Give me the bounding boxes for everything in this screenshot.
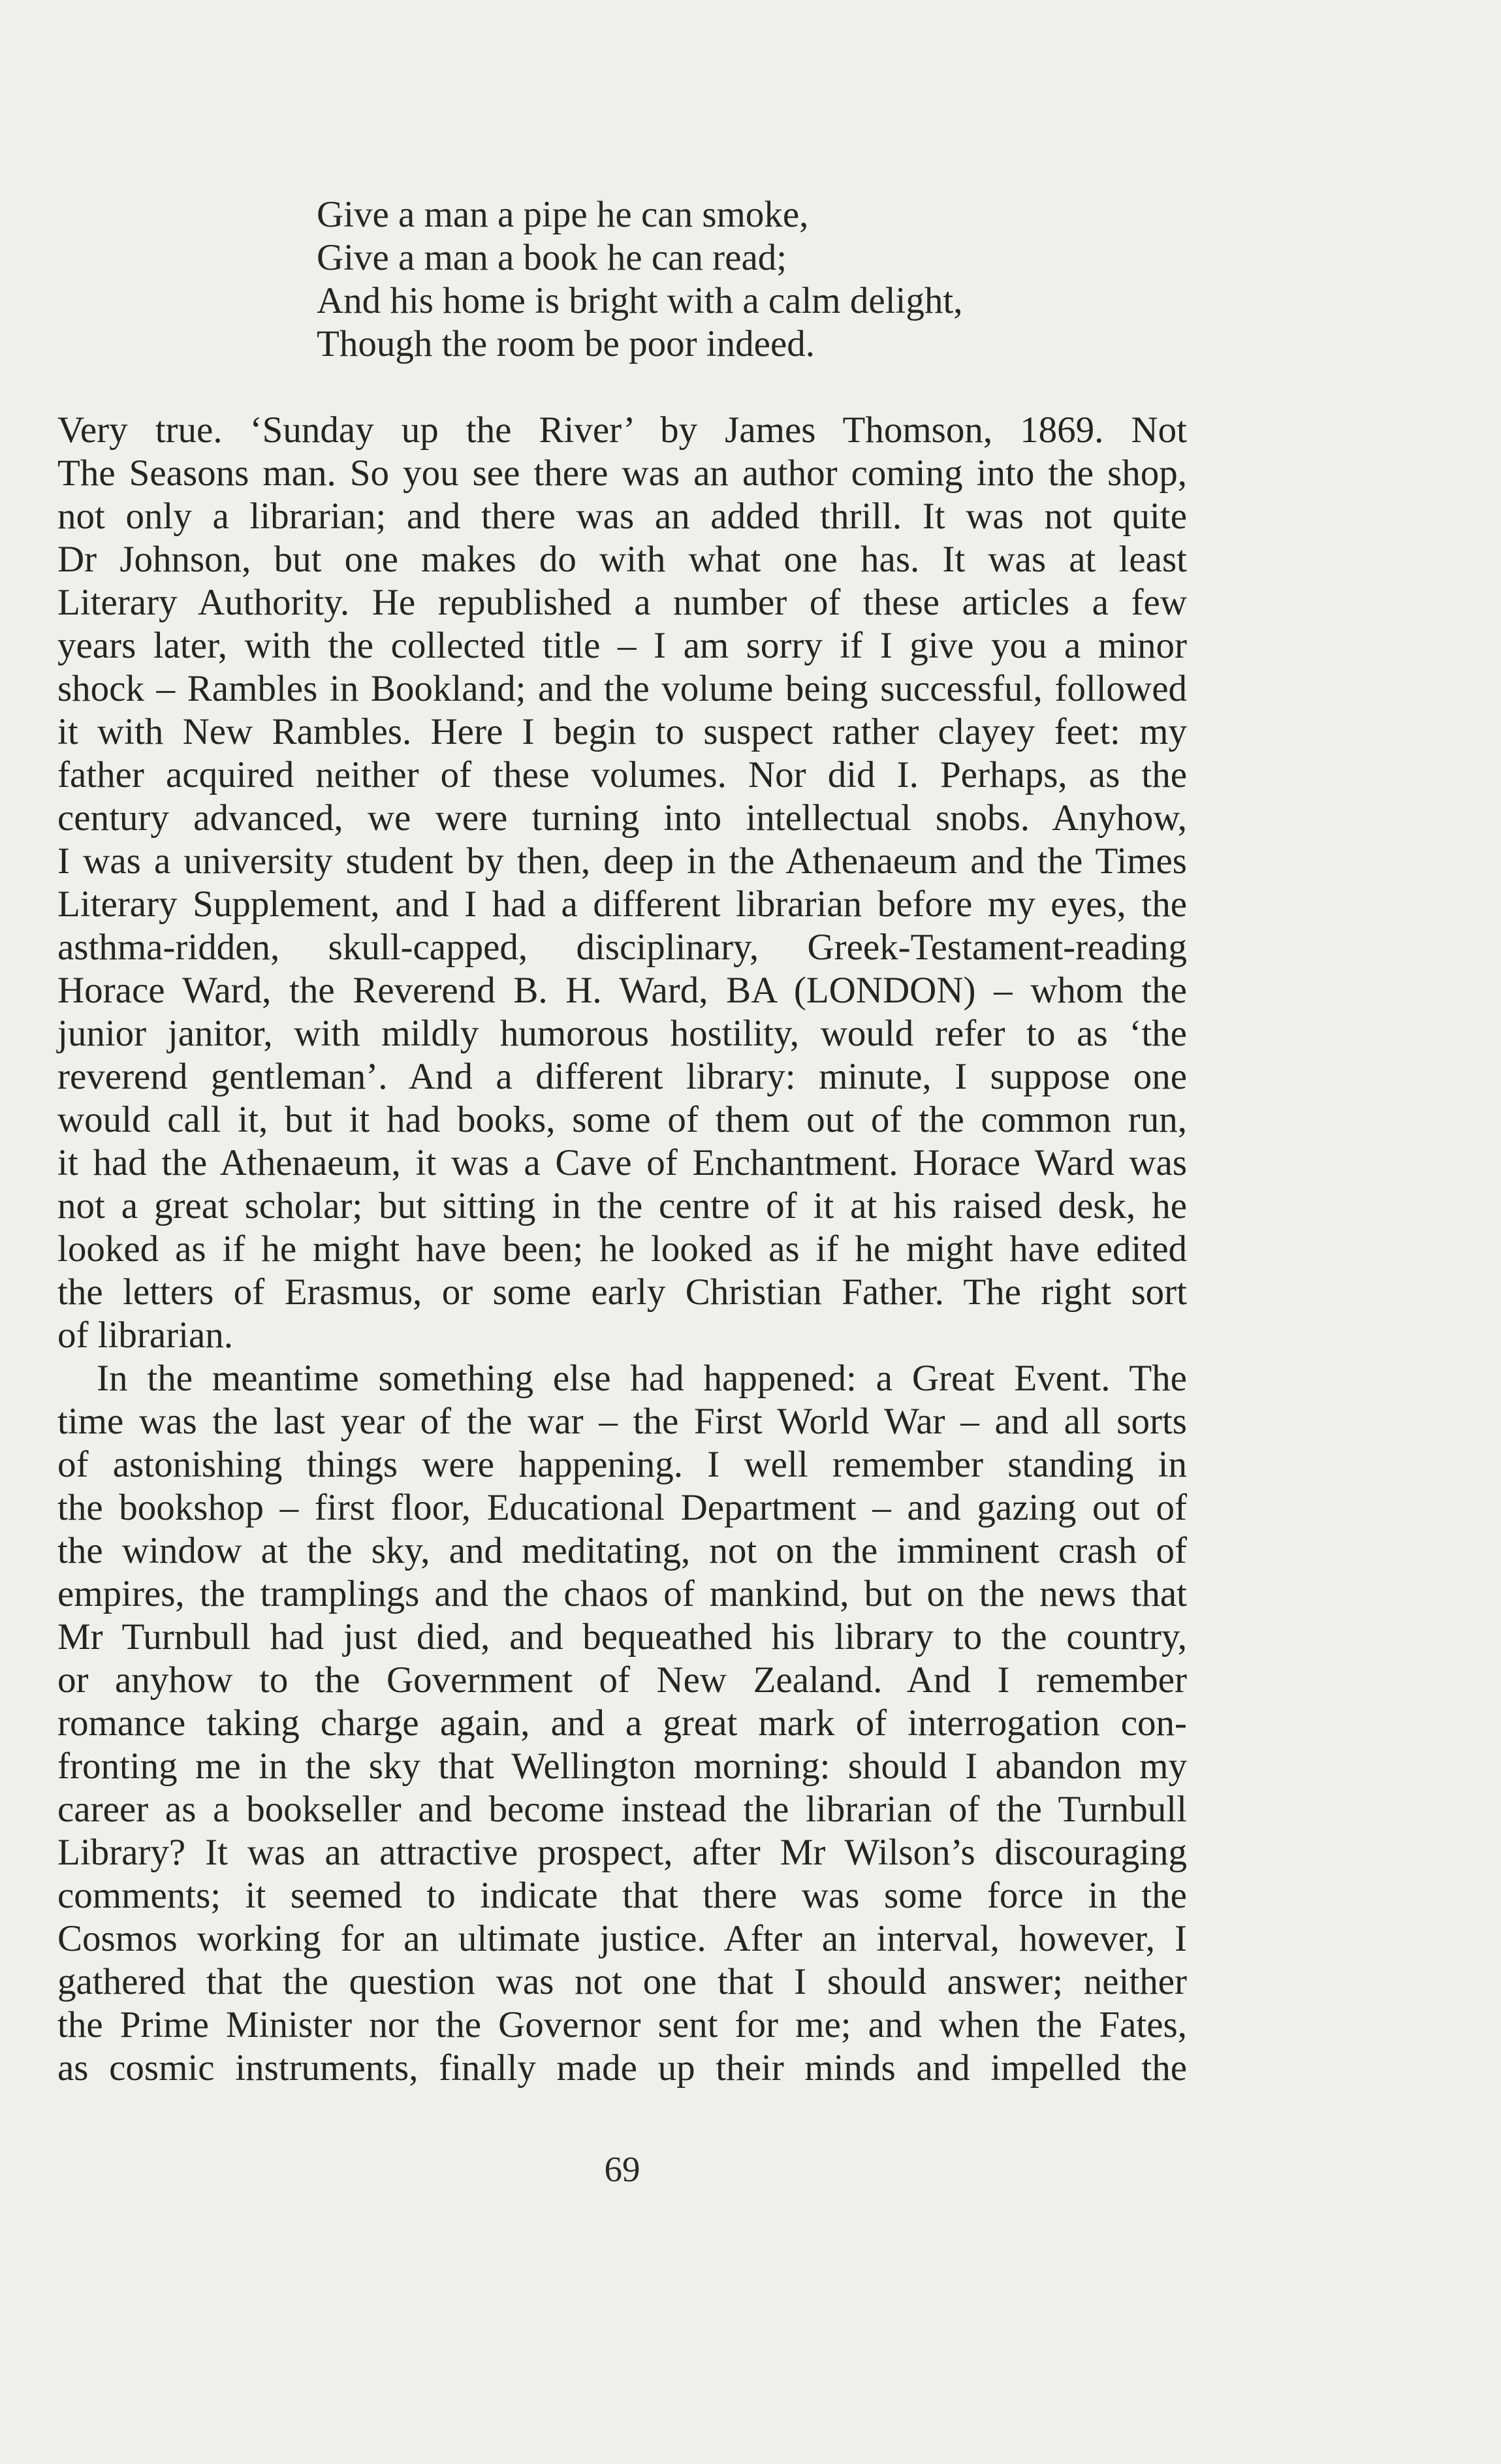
text-line: The Seasons man. So you see there was an author coming into the shop,: [57, 453, 1187, 494]
text-line: Dr Johnson, but one makes do with what one has. It was at least: [57, 539, 1187, 580]
text-line: gathered that the question was not one that I should answer; neither: [57, 1961, 1187, 2002]
text-line: would call it, but it had books, some of them out of the common run,: [57, 1099, 1187, 1140]
text-line: fronting me in the sky that Wellington morning: should I abandon my: [57, 1746, 1187, 1787]
text-line: junior janitor, with mildly humorous hostility, would refer to as ‘the: [57, 1013, 1187, 1054]
text-line: the window at the sky, and meditating, not on the imminent crash of: [57, 1530, 1187, 1571]
body-text: [57, 409, 1187, 2090]
page-number: 69: [604, 2149, 640, 2189]
text-line: it had the Athenaeum, it was a Cave of Enchantment. Horace Ward was: [57, 1142, 1187, 1183]
text-line: Literary Supplement, and I had a different librarian before my eyes, the: [57, 884, 1187, 925]
text-line: Mr Turnbull had just died, and bequeathed his library to the country,: [57, 1616, 1187, 1657]
text-line: I was a university student by then, deep in the Athenaeum and the Times: [57, 840, 1187, 882]
text-line: of librarian.: [57, 1315, 234, 1356]
text-line: reverend gentleman’. And a different library: minute, I suppose one: [57, 1056, 1187, 1097]
text-line: or anyhow to the Government of New Zealand. And I remember: [57, 1659, 1187, 1701]
text-line: empires, the tramplings and the chaos of mankind, but on the news that: [57, 1573, 1187, 1614]
text-line: career as a bookseller and become instead the librarian of the Turnbull: [57, 1789, 1187, 1830]
text-line: the bookshop – first floor, Educational Department – and gazing out of: [57, 1487, 1187, 1528]
text-line: it with New Rambles. Here I begin to suspect rather clayey feet: my: [57, 711, 1187, 752]
text-line: not a great scholar; but sitting in the centre of it at his raised desk, he: [57, 1185, 1187, 1226]
text-line: Library? It was an attractive prospect, after Mr Wilson’s discouraging: [57, 1832, 1187, 1873]
text-line: the Prime Minister nor the Governor sent for me; and when the Fates,: [57, 2004, 1187, 2045]
verse-line: Though the room be poor indeed.: [317, 323, 815, 364]
text-line: romance taking charge again, and a great mark of interrogation con-: [57, 1703, 1187, 1744]
paragraph-1: [57, 409, 1187, 1357]
verse-line: Give a man a pipe he can smoke,: [317, 194, 809, 235]
text-line: century advanced, we were turning into intellectual snobs. Anyhow,: [57, 797, 1187, 839]
text-line: asthma-ridden, skull-capped, disciplinary, Greek-Testament-reading: [57, 927, 1187, 968]
verse-line: Give a man a book he can read;: [317, 237, 787, 278]
text-line: time was the last year of the war – the First World War – and all sorts: [57, 1401, 1187, 1442]
text-line: shock – Rambles in Bookland; and the volume being successful, followed: [57, 668, 1187, 709]
text-line: years later, with the collected title – I am sorry if I give you a minor: [57, 625, 1187, 666]
verse-line: And his home is bright with a calm delight,: [317, 280, 963, 321]
text-line: of astonishing things were happening. I well remember standing in: [57, 1444, 1187, 1485]
text-line: Literary Authority. He republished a number of these articles a few: [57, 582, 1187, 623]
text-line: Horace Ward, the Reverend B. H. Ward, BA (LONDON) – whom the: [57, 970, 1187, 1011]
text-line: as cosmic instruments, finally made up their minds and impelled the: [57, 2047, 1187, 2088]
text-line: In the meantime something else had happened: a Great Event. The: [97, 1358, 1187, 1399]
paragraph-2: [57, 1357, 1187, 2090]
verse-quotation: [317, 193, 962, 366]
text-line: Cosmos working for an ultimate justice. After an interval, however, I: [57, 1918, 1187, 1959]
text-line: looked as if he might have been; he looked as if he might have edited: [57, 1228, 1187, 1270]
text-line: Very true. ‘Sunday up the River’ by James Thomson, 1869. Not: [57, 409, 1187, 451]
text-line: not only a librarian; and there was an added thrill. It was not quite: [57, 496, 1187, 537]
text-line: the letters of Erasmus, or some early Christian Father. The right sort: [57, 1272, 1187, 1313]
text-line: comments; it seemed to indicate that there was some force in the: [57, 1875, 1187, 1916]
text-line: father acquired neither of these volumes. Nor did I. Perhaps, as the: [57, 754, 1187, 795]
